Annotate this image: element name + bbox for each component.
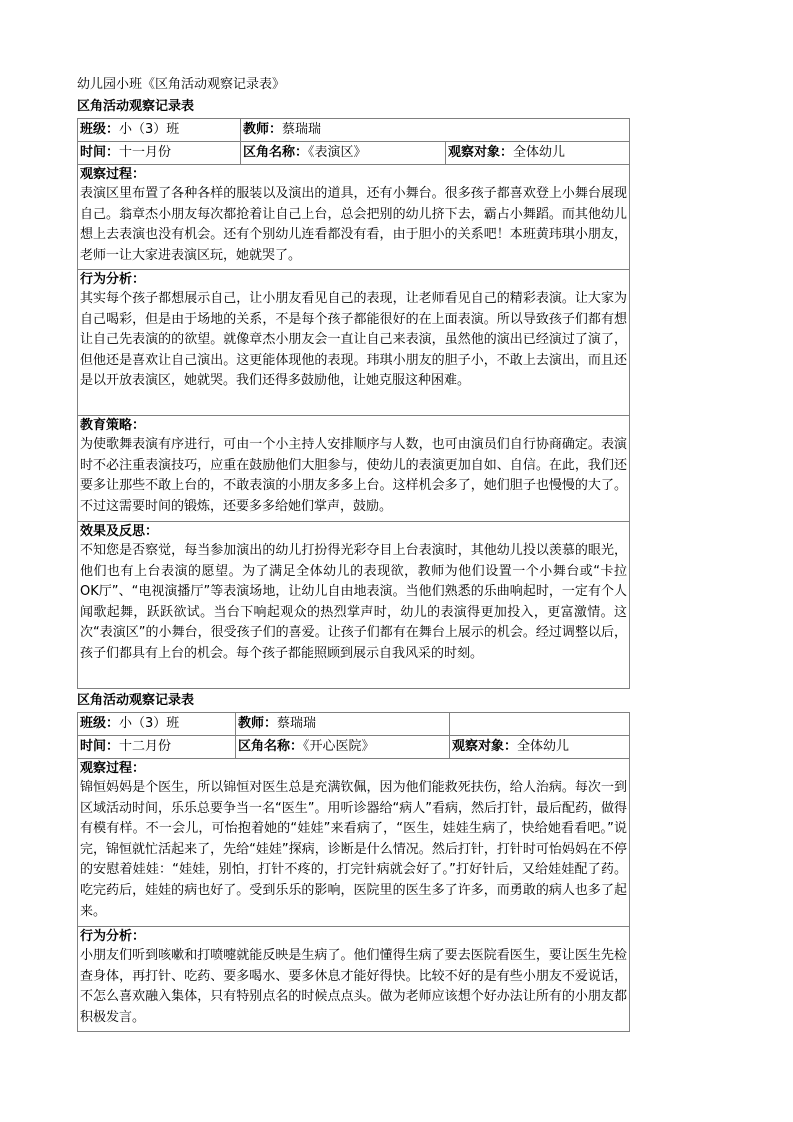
record-1-class-cell [78,119,241,142]
record-2-teacher-cell [236,713,450,736]
analysis-text: 小朋友们听到咳嗽和打喷嚏就能反映是生病了。他们懂得生病了要去医院看医生，要让医生先检查身体，再打针、吃药、要多喝水、要多休息才能好得快。比较不好的是有些小朋友不爱说话，不怎么喜欢融入集体，只有特别点名的时候点点头。做为老师应该想个好办法让所有的小朋友都积极发言。 [80,948,627,1025]
time-value: 十二月份 [119,739,172,754]
class-value: 小（3）班 [119,716,180,731]
document-title: 幼儿园小班《区角活动观察记录表》 [77,77,286,92]
document-page [77,76,629,1032]
record-2-observation-cell [78,759,630,927]
area-label: 区角名称： [238,739,304,754]
observation-text: 表演区里布置了各种各样的服装以及演出的道具，还有小舞台。很多孩子都喜欢登上小舞台展现自己。翁章杰小朋友每次都抢着让自己上台，总会把别的幼儿挤下去，霸占小舞蹈。而其他幼儿想上去表演也没有机会。还有个别幼儿连看都没有看，由于胆小的关系吧！本班黄玮琪小朋友，老师一让大家进表演区玩，她就哭了。 [80,186,627,263]
record-1-teacher-cell [241,119,630,142]
record-1-time-cell [78,142,241,165]
record-1-analysis-cell [78,270,630,416]
strategy-text: 为使歌舞表演有序进行，可由一个小主持人安排顺序与人数，也可由演员们自行协商确定。表演时不必注重表演技巧，应重在鼓励他们大胆参与，使幼儿的表演更加自如、自信。在此，我们还要多让那些不敢上台的，不敢表演的小朋友多多上台。这样机会多了，她们胆子也慢慢的大了。不过这需要时间的锻炼，还要多多给她们掌声，鼓励。 [80,437,627,514]
reflection-text: 不知您是否察觉，每当参加演出的幼儿打扮得光彩夺目上台表演时，其他幼儿投以羡慕的眼光，他们也有上台表演的愿望。为了满足全体幼儿的表现欲，教师为他们设置一个小舞台或“卡拉 OK厅”、“电视演播厅”等表演场地，让幼儿自由地表演。当他们熟悉的乐曲响起时，一定有个人闻歌起舞，跃跃欲试。当台下响起观众的热烈掌声时，幼儿的表演得更加投入，更富激情。这次“表演区”的小舞台，很受孩子们的喜爱。让孩子们都有在舞台上展示的机会。经过调整以后，孩子们都具有上台的机会。每个孩子都能照顾到展示自我风采的时刻。 [80,543,627,661]
record-1-area-cell [241,142,446,165]
record-2-class-cell [78,713,236,736]
observation-heading: 观察过程： [80,761,146,776]
record-2-empty-cell [450,713,630,736]
record-2-row-time-area [78,736,630,759]
record-1-reflection-cell [78,522,630,689]
analysis-heading: 行为分析： [80,272,146,287]
record-2-row-class-teacher [78,713,630,736]
target-value: 全体幼儿 [517,739,570,754]
class-value: 小（3）班 [119,122,180,137]
record-1-observation-cell [78,165,630,270]
target-label: 观察对象： [452,739,518,754]
reflection-heading: 效果及反思： [80,524,159,539]
record-2-analysis-row [78,927,630,1032]
time-label: 时间： [80,145,120,160]
analysis-heading: 行为分析： [80,929,146,944]
area-value: 《表演区》 [308,145,367,160]
record-1-section-title: 区角活动观察记录表 [77,99,195,114]
record-1-table [77,118,630,689]
time-label: 时间： [80,739,120,754]
record-1-observation-row [78,165,630,270]
time-value: 十一月份 [119,145,172,160]
record-1-row-time-area [78,142,630,165]
record-1-strategy-row [78,416,630,522]
target-value: 全体幼儿 [513,145,566,160]
teacher-value: 蔡瑞瑞 [277,716,317,731]
record-2-section-title: 区角活动观察记录表 [77,693,195,708]
record-2-analysis-cell [78,927,630,1032]
observation-text: 锦恒妈妈是个医生，所以锦恒对医生总是充满钦佩，因为他们能救死扶伤，给人治病。每次一到区域活动时间，乐乐总要争当一名“医生”。用听诊器给“病人”看病，然后打针，最后配药，做得有模有样。不一会儿，可怡抱着她的“娃娃”来看病了，“医生，娃娃生病了，快给她看看吧。”说完，锦恒就忙活起来了，先给“娃娃”探病，诊断是什么情况。然后打针，打针时可怡妈妈在不停的安慰着娃娃：“娃娃，别怕，打针不疼的，打完针病就会好了。”打好针后，又给娃娃配了药。吃完药后，娃娃的病也好了。受到乐乐的影响，医院里的医生多了许多，而勇敢的病人也多了起来。 [80,780,627,919]
record-1-reflection-row [78,522,630,689]
teacher-label: 教师： [243,122,283,137]
target-label: 观察对象： [448,145,514,160]
record-1-target-cell [446,142,630,165]
record-2-table [77,712,630,1032]
area-label: 区角名称： [243,145,309,160]
teacher-label: 教师： [238,716,278,731]
record-1-strategy-cell [78,416,630,522]
observation-heading: 观察过程： [80,167,146,182]
record-1-analysis-row [78,270,630,416]
record-2-area-cell [236,736,450,759]
class-label: 班级： [80,122,120,137]
analysis-text: 其实每个孩子都想展示自己，让小朋友看见自己的表现，让老师看见自己的精彩表演。让大家为自己喝彩，但是由于场地的关系，不是每个孩子都能很好的在上面表演。所以导致孩子们都有想让自己先表演的的欲望。就像章杰小朋友会一直让自己来表演，虽然他的演出已经演过了演了，但他还是喜欢让自己演出。这更能体现他的表现。玮琪小朋友的胆子小，不敢上去演出，而且还是以开放表演区，她就哭。我们还得多鼓励他，让她克服这种困难。 [80,291,627,389]
strategy-heading: 教育策略： [80,418,146,433]
record-1-row-class-teacher [78,119,630,142]
teacher-value: 蔡瑞瑞 [282,122,322,137]
record-2-time-cell [78,736,236,759]
class-label: 班级： [80,716,120,731]
record-2-observation-row [78,759,630,927]
record-2-target-cell [450,736,630,759]
area-value: 《开心医院》 [303,739,375,754]
